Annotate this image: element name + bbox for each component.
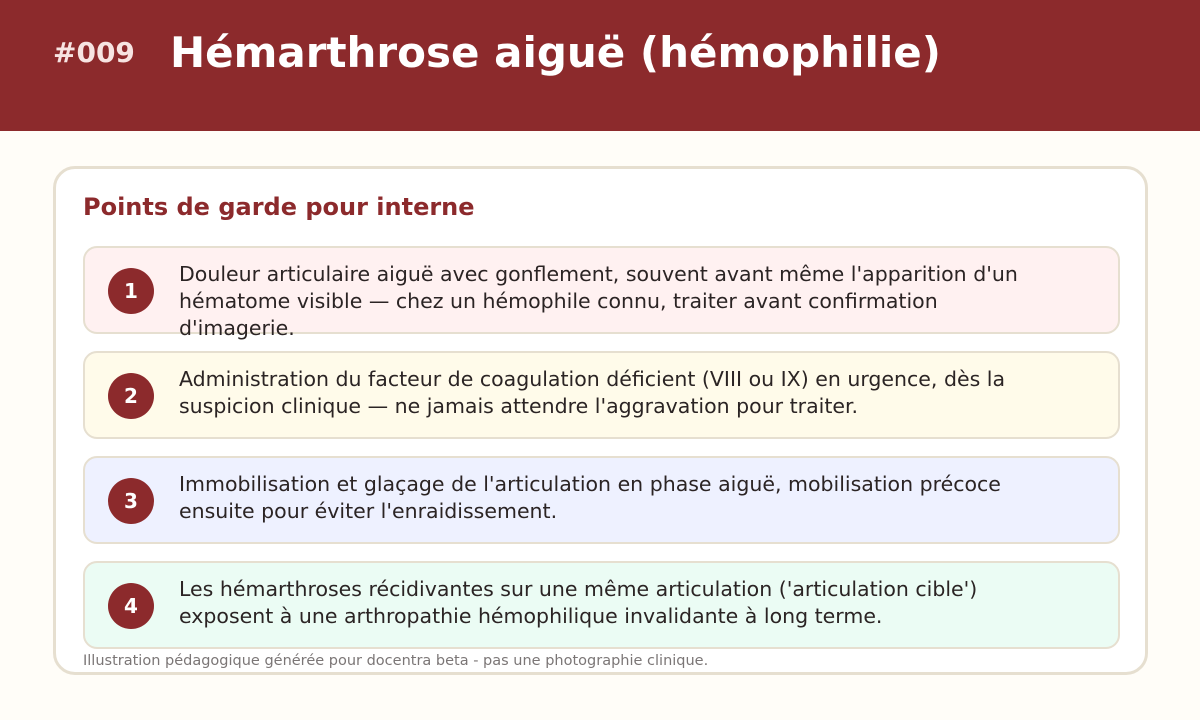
point-text: Administration du facteur de coagulation déficient (VIII ou IX) en urgence, dès la suspicion clinique — ne jamais attendre l'aggravation pour traiter. (179, 367, 1006, 418)
key-point-4 (83, 561, 1120, 649)
point-number-badge: 3 (108, 478, 154, 524)
key-points-card (53, 166, 1148, 675)
point-number-badge: 4 (108, 583, 154, 629)
footnote-disclaimer: Illustration pédagogique générée pour docentra beta - pas une photographie clinique. (83, 653, 709, 669)
point-text: Immobilisation et glaçage de l'articulation en phase aiguë, mobilisation précoce ensuite pour éviter l'enraidissement. (179, 472, 1001, 523)
section-title: Points de garde pour interne (83, 193, 475, 221)
point-text: Douleur articulaire aiguë avec gonflement, souvent avant même l'apparition d'un hématome visible — chez un hémophile connu, traiter avant confirmation d'imagerie. (179, 262, 1018, 340)
key-point-2 (83, 351, 1120, 439)
case-number: #009 (53, 36, 135, 69)
key-point-1 (83, 246, 1120, 340)
point-text: Les hémarthroses récidivantes sur une même articulation ('articulation cible') exposent à une arthropathie hémophilique invalidante à long terme. (179, 577, 978, 628)
key-point-3 (83, 456, 1120, 544)
point-number-badge: 1 (108, 268, 154, 314)
point-number-badge: 2 (108, 373, 154, 419)
page-title: Hémarthrose aiguë (hémophilie) (170, 28, 941, 77)
header-banner (0, 0, 1200, 131)
